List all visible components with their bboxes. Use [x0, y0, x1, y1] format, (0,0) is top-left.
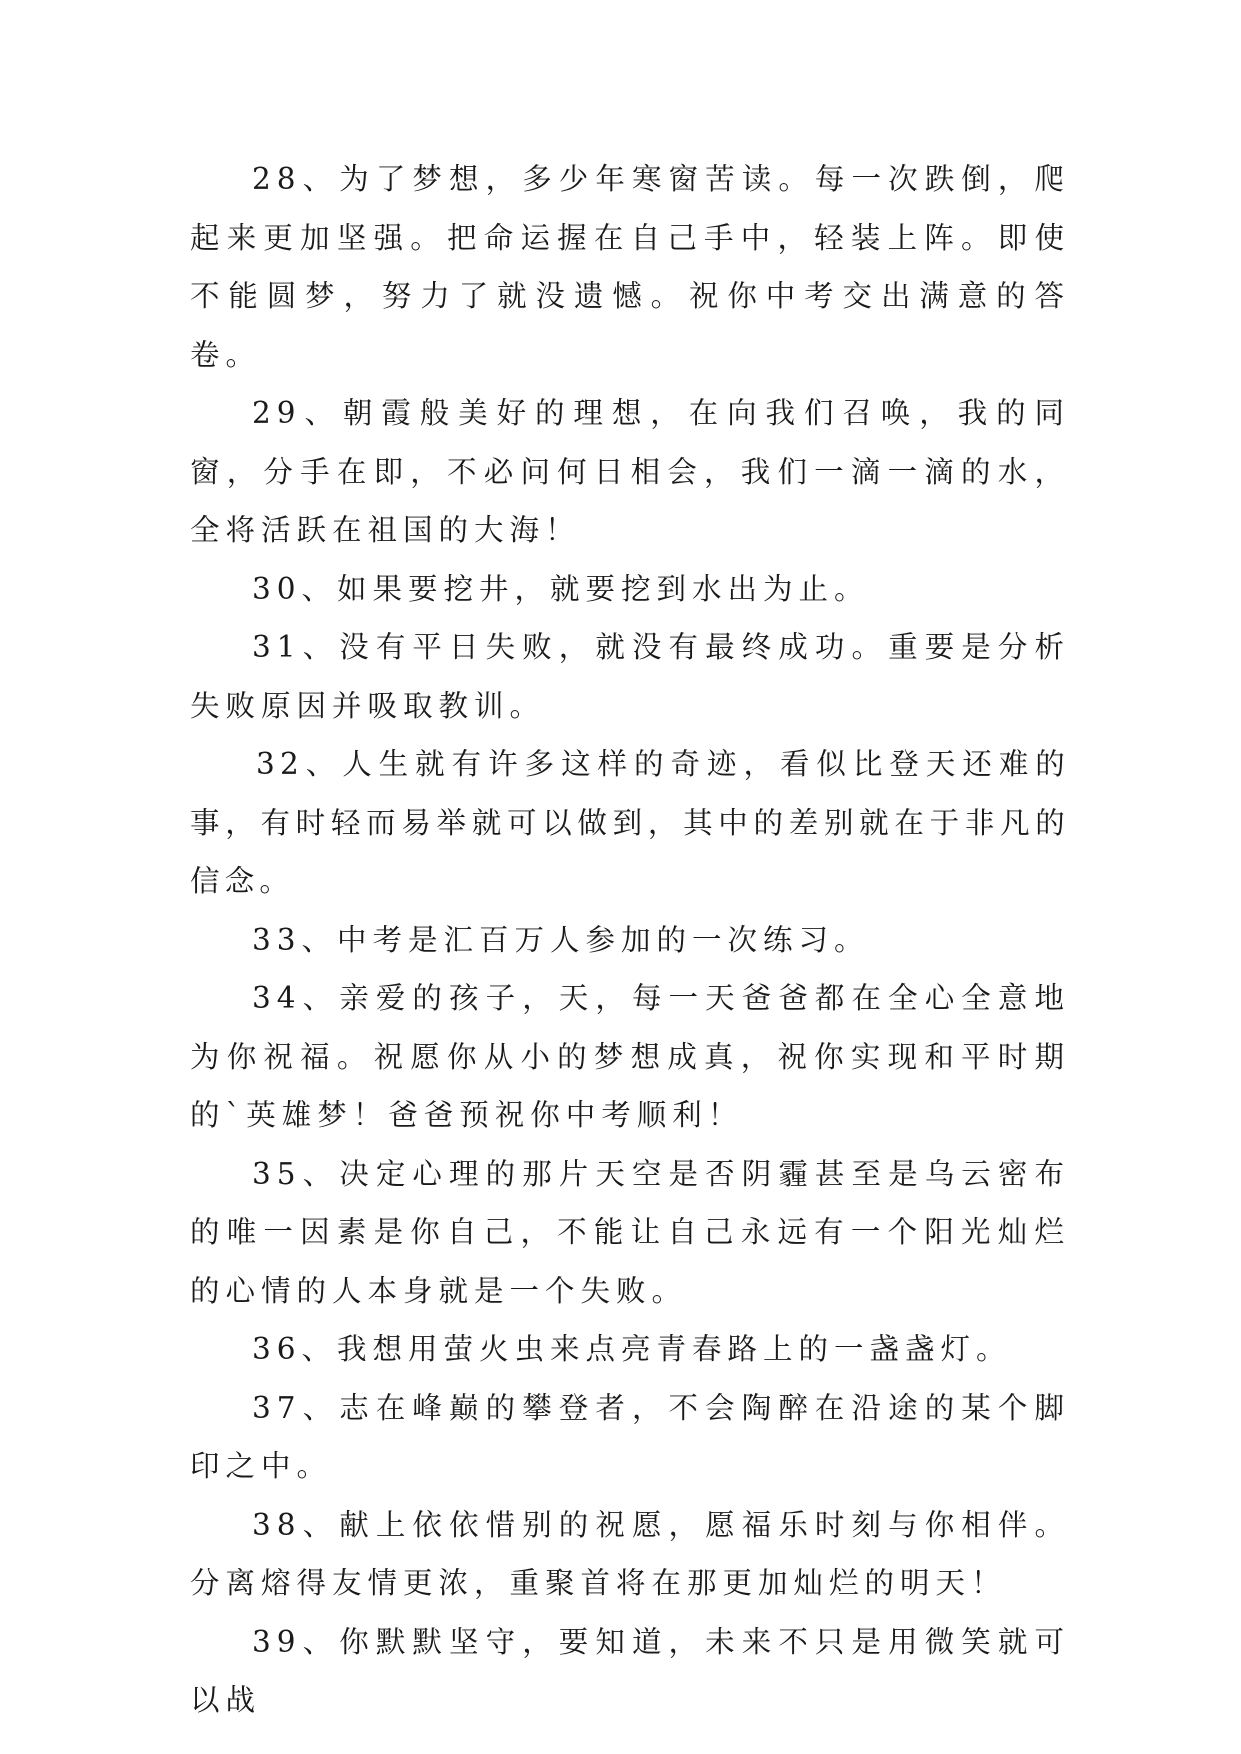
paragraph-39: 39、你默默坚守，要知道，未来不只是用微笑就可以战 — [190, 1624, 1070, 1717]
paragraph-35: 35、决定心理的那片天空是否阴霾甚至是乌云密布的唯一因素是你自己，不能让自己永远有一个阳光灿烂的心情的人本身就是一个失败。 — [190, 1156, 1070, 1308]
paragraph-28: 28、为了梦想，多少年寒窗苦读。每一次跌倒，爬起来更加坚强。把命运握在自己手中，轻装上阵。即使不能圆梦，努力了就没遗憾。祝你中考交出满意的答卷。 — [190, 162, 1070, 372]
paragraph-30: 30、如果要挖井，就要挖到水出为止。 — [252, 571, 870, 606]
paragraph-34: 34、亲爱的孩子，天，每一天爸爸都在全心全意地为你祝福。祝愿你从小的梦想成真，祝你实现和平时期的`英雄梦！爸爸预祝你中考顺利！ — [190, 981, 1070, 1132]
paragraph-36: 36、我想用萤火虫来点亮青春路上的一盏盏灯。 — [252, 1332, 1012, 1366]
paragraph-31: 31、没有平日失败，就没有最终成功。重要是分析失败原因并吸取教训。 — [190, 630, 1070, 723]
document-body — [190, 150, 1070, 1730]
paragraph-33: 33、中考是汇百万人参加的一次练习。 — [252, 922, 870, 957]
paragraph-38: 38、献上依依惜别的祝愿，愿福乐时刻与你相伴。分离熔得友情更浓，重聚首将在那更加灿烂的明天！ — [190, 1507, 1070, 1600]
paragraph-32: 32、人生就有许多这样的奇迹，看似比登天还难的事，有时轻而易举就可以做到，其中的差别就在于非凡的信念。 — [190, 747, 1070, 898]
paragraph-29: 29、朝霞般美好的理想，在向我们召唤，我的同窗，分手在即，不必问何日相会，我们一滴一滴的水，全将活跃在祖国的大海！ — [190, 396, 1070, 547]
paragraph-37: 37、志在峰巅的攀登者，不会陶醉在沿途的某个脚印之中。 — [190, 1390, 1070, 1483]
